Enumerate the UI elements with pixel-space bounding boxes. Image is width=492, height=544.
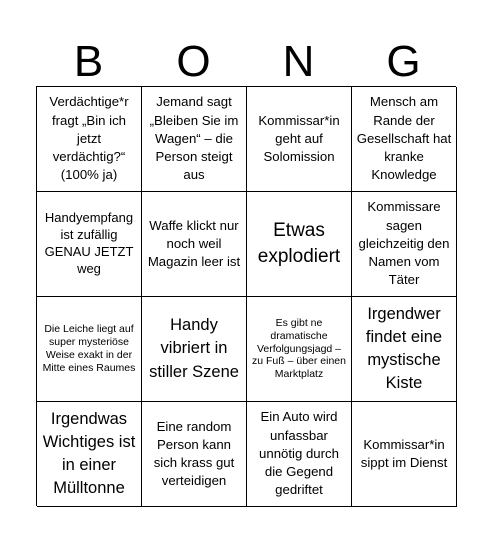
- title-letter-o: O: [176, 37, 211, 86]
- cell-text: Kommissare sagen gleichzeitig den Namen vom Täter: [358, 199, 450, 288]
- cell-text: Kommissar*in sippt im Dienst: [360, 436, 448, 470]
- cell-text: Handyempfang ist zufällig GENAU JETZT weg: [44, 210, 134, 276]
- bingo-cell[interactable]: [352, 87, 457, 192]
- bingo-cell[interactable]: [142, 87, 247, 192]
- title-letter-g: G: [386, 37, 421, 86]
- cell-text: Kommissar*in geht auf Solomission: [258, 112, 340, 165]
- bingo-cell[interactable]: [247, 297, 352, 402]
- cell-text: Irgendwer findet eine mystische Kiste: [365, 304, 443, 393]
- cell-text: Jemand sagt „Bleiben Sie im Wagen“ – die Person steigt aus: [149, 94, 239, 183]
- bingo-cell[interactable]: [142, 297, 247, 402]
- bingo-cell[interactable]: [247, 87, 352, 192]
- bingo-cell[interactable]: [142, 192, 247, 297]
- bingo-cell[interactable]: [352, 192, 457, 297]
- cell-text: Ein Auto wird unfassbar unnötig durch die Gegend gedriftet: [259, 409, 339, 498]
- bingo-cell[interactable]: [142, 402, 247, 507]
- cell-text: Etwas explodiert: [257, 219, 341, 267]
- bingo-cell[interactable]: [352, 297, 457, 402]
- bingo-cell[interactable]: [247, 402, 352, 507]
- bingo-cell[interactable]: [37, 402, 142, 507]
- cell-text: Mensch am Rande der Gesellschaft hat kranke Knowledge: [356, 94, 452, 183]
- cell-text: Es gibt ne dramatische Verfolgungsjagd – zu Fuß – über einen Marktplatz: [252, 317, 346, 381]
- bingo-cell[interactable]: [247, 192, 352, 297]
- title-letter-b: B: [73, 37, 104, 86]
- cell-text: Irgendwas Wichtiges ist in einer Mülltonne: [42, 409, 136, 498]
- cell-text: Verdächtige*r fragt „Bin ich jetzt verdächtig?“ (100% ja): [49, 94, 129, 183]
- title-letter-n: N: [282, 37, 315, 86]
- bingo-cell[interactable]: [37, 297, 142, 402]
- bingo-title: [36, 38, 456, 86]
- cell-text: Waffe klickt nur noch weil Magazin leer ist: [147, 217, 241, 270]
- bingo-grid: [36, 86, 456, 506]
- bingo-cell[interactable]: [37, 87, 142, 192]
- bingo-cell[interactable]: [352, 402, 457, 507]
- bingo-cell[interactable]: [37, 192, 142, 297]
- cell-text: Die Leiche liegt auf super mysteriöse Weise exakt in der Mitte eines Raumes: [42, 323, 136, 374]
- cell-text: Handy vibriert in stiller Szene: [149, 316, 239, 381]
- cell-text: Eine random Person kann sich krass gut verteidigen: [153, 418, 235, 489]
